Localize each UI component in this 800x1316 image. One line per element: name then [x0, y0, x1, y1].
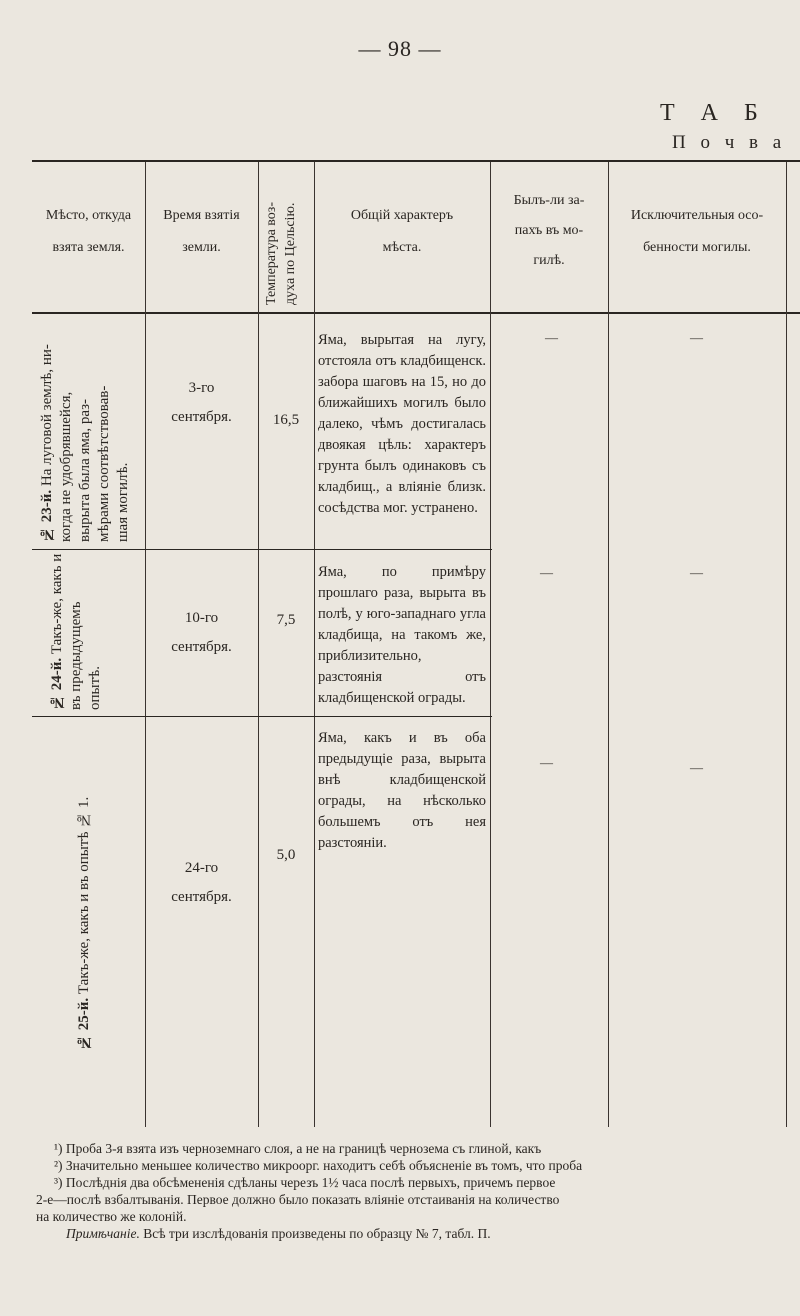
right-edge: [786, 162, 787, 1127]
col-line-5: [608, 162, 609, 1127]
row-1-features: —: [690, 330, 703, 345]
header-rule: [32, 312, 800, 314]
row-3-time: 24-го сентября.: [171, 860, 232, 905]
remark-label: Примѣчаніе.: [66, 1226, 140, 1241]
header-place: Мѣсто, откуда взята земля.: [45, 208, 132, 255]
table-subheading: П о ч в а: [672, 132, 787, 153]
page-number: — 98 —: [358, 36, 442, 61]
row-1-time: 3-го сентября.: [171, 380, 232, 425]
row-2-buried: —: [540, 565, 553, 580]
col-line-2: [258, 162, 259, 1127]
row-2-time: 10-го сентября.: [171, 610, 232, 655]
footnotes: [36, 1140, 796, 1242]
header-time: Время взятія земли.: [163, 208, 240, 255]
col-line-3: [314, 162, 315, 1127]
row-1-temperature: 16,5: [272, 412, 300, 428]
row-3-temperature: 5,0: [276, 847, 296, 863]
header-character: Общій характеръ мѣста.: [350, 208, 454, 255]
header-features: Исключительныя осо- бенности могилы.: [630, 208, 764, 255]
table-heading: Т А Б: [660, 100, 768, 126]
top-rule: [32, 160, 800, 162]
row-2-temperature: 7,5: [276, 612, 296, 628]
row-rule-1: [32, 549, 492, 550]
row-2-description: Яма, по примѣру прошлаго раза, вырыта въ полѣ, у юго-западнаго угла кладбища, на такомъ же, приблизительно, разстоянія отъ кладбищенской ограды.: [318, 564, 486, 706]
footnote-3-end: на количество же колоній.: [36, 1209, 187, 1224]
row-3-description: Яма, какъ и въ оба предыдущіе раза, вырыта внѣ кладбищенской ограды, на нѣсколько большемъ отъ нея разстояніи.: [318, 730, 486, 851]
header-buried: Былъ-ли за- пахъ въ мо- гилѣ.: [513, 193, 585, 268]
footnote-3: ³) Послѣднія два обсѣмененія сдѣланы черезъ 1½ часа послѣ первыхъ, причемъ первое: [54, 1175, 556, 1190]
row-3-place: № 25-й. Такъ-же, какъ и въ опытѣ № 1.: [76, 796, 92, 1050]
row-3-buried: —: [540, 755, 553, 770]
row-1-buried: —: [545, 330, 558, 345]
col-line-4: [490, 162, 491, 1127]
row-2-place: № 24-й. Такъ-же, какъ и въ предыдущемъ опытѣ.: [49, 553, 103, 710]
row-1-place: № 23-й. На луговой землѣ, ни- когда не удобрявшейся, вырыта была яма, раз- мѣрами соотвѣтствовав- шая могилѣ.: [39, 344, 131, 542]
remark: [36, 1225, 796, 1242]
footnote-2: ²) Значительно меньшее количество микроорг. находитъ себѣ объясненіе въ томъ, что проба: [54, 1158, 583, 1173]
row-1-description: Яма, вырытая на лугу, отстояла отъ кладбищенск. забора шаговъ на 15, но до ближайшихъ могилъ было далеко, чѣмъ достигалась двоякая цѣль: характеръ грунта былъ одинаковъ съ кладбищ., а вліяніе близк. сосѣдства мог. устранено.: [318, 332, 486, 516]
header-temperature: Температура воз- духа по Цельсію.: [264, 201, 298, 305]
row-rule-2: [32, 716, 492, 717]
row-3-features: —: [690, 760, 703, 775]
footnote-3-cont: 2-е—послѣ взбалтыванія. Первое должно было показать вліяніе отстаиванія на количество: [36, 1192, 560, 1207]
footnote-1: ¹) Проба 3-я взята изъ черноземнаго слоя, а не на границѣ чернозема съ глиной, какъ: [54, 1141, 542, 1156]
row-2-features: —: [690, 565, 703, 580]
remark-text: Всѣ три изслѣдованія произведены по образцу № 7, табл. П.: [143, 1226, 491, 1241]
